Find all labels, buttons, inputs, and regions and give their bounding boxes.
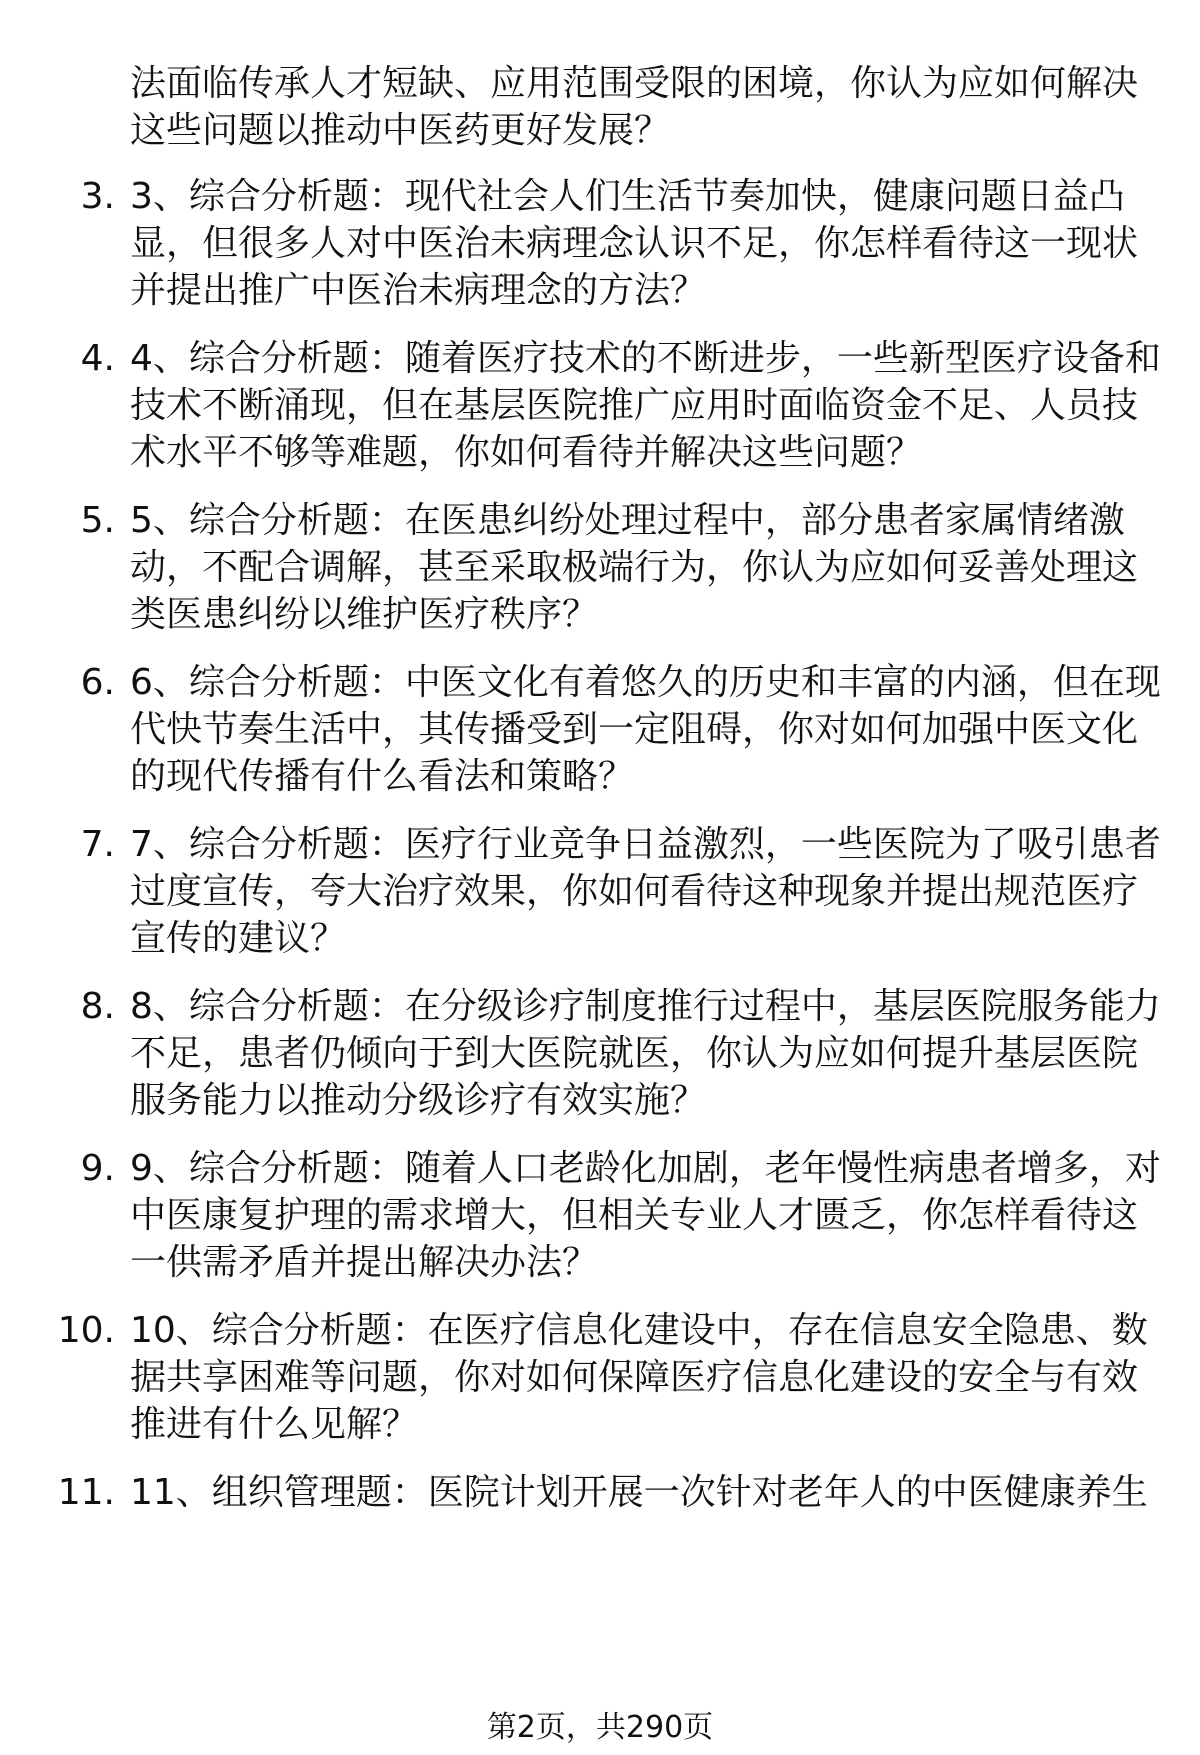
item-number: 11. (57, 1472, 115, 1513)
text-line: 10、综合分析题：在医疗信息化建设中，存在信息安全隐患、数 (130, 1310, 1148, 1351)
question-text (130, 983, 1160, 1124)
continued-question-text (130, 60, 1150, 154)
item-number: 7. (80, 824, 115, 865)
item-number: 5. (80, 500, 115, 541)
text-line: 中医康复护理的需求增大，但相关专业人才匮乏，你怎样看待这 (130, 1195, 1139, 1236)
text-line: 6、综合分析题：中医文化有着悠久的历史和丰富的内涵，但在现 (130, 662, 1161, 703)
text-line: 服务能力以推动分级诊疗有效实施？ (130, 1080, 707, 1121)
text-line: 并提出推广中医治未病理念的方法？ (130, 270, 707, 311)
text-line: 3、综合分析题：现代社会人们生活节奏加快，健康问题日益凸 (130, 176, 1125, 217)
text-line: 不足，患者仍倾向于到大医院就医，你认为应如何提升基层医院 (130, 1033, 1139, 1074)
text-line: 7、综合分析题：医疗行业竞争日益激烈，一些医院为了吸引患者 (130, 824, 1161, 865)
question-text (130, 821, 1160, 962)
question-text (130, 659, 1160, 800)
text-line: 代快节奏生活中，其传播受到一定阻碍，你对如何加强中医文化 (130, 709, 1139, 750)
item-number: 10. (57, 1310, 115, 1351)
text-line: 推进有什么见解？ (130, 1404, 419, 1445)
text-line: 4、综合分析题：随着医疗技术的不断进步，一些新型医疗设备和 (130, 338, 1161, 379)
text-line: 这些问题以推动中医药更好发展？ (130, 110, 671, 151)
text-line: 法面临传承人才短缺、应用范围受限的困境，你认为应如何解决 (130, 63, 1139, 104)
text-line: 8、综合分析题：在分级诊疗制度推行过程中，基层医院服务能力 (130, 986, 1161, 1027)
item-number: 3. (80, 176, 115, 217)
item-number: 4. (80, 338, 115, 379)
text-line: 5、综合分析题：在医患纠纷处理过程中，部分患者家属情绪激 (130, 500, 1125, 541)
text-line: 9、综合分析题：随着人口老龄化加剧，老年慢性病患者增多，对 (130, 1148, 1161, 1189)
text-line: 一供需矛盾并提出解决办法？ (130, 1242, 599, 1283)
item-number: 8. (80, 986, 115, 1027)
text-line: 宣传的建议？ (130, 918, 347, 959)
question-text (130, 497, 1160, 638)
question-text (130, 1145, 1160, 1286)
text-line: 显，但很多人对中医治未病理念认识不足，你怎样看待这一现状 (130, 223, 1139, 264)
text-line: 动，不配合调解，甚至采取极端行为，你认为应如何妥善处理这 (130, 547, 1139, 588)
question-text (130, 1307, 1160, 1448)
question-text (130, 1469, 1160, 1516)
item-number: 6. (80, 662, 115, 703)
text-line: 技术不断涌现，但在基层医院推广应用时面临资金不足、人员技 (130, 385, 1139, 426)
text-line: 类医患纠纷以维护医疗秩序？ (130, 594, 599, 635)
text-line: 术水平不够等难题，你如何看待并解决这些问题？ (130, 432, 923, 473)
text-line: 据共享困难等问题，你对如何保障医疗信息化建设的安全与有效 (130, 1357, 1139, 1398)
page-number-footer: 第2页，共290页 (486, 1710, 714, 1745)
question-text (130, 173, 1160, 314)
text-line: 的现代传播有什么看法和策略？ (130, 756, 635, 797)
text-line: 过度宣传，夸大治疗效果，你如何看待这种现象并提出规范医疗 (130, 871, 1139, 912)
text-line: 11、组织管理题：医院计划开展一次针对老年人的中医健康养生 (130, 1472, 1148, 1513)
question-text (130, 335, 1160, 476)
item-number: 9. (80, 1148, 115, 1189)
